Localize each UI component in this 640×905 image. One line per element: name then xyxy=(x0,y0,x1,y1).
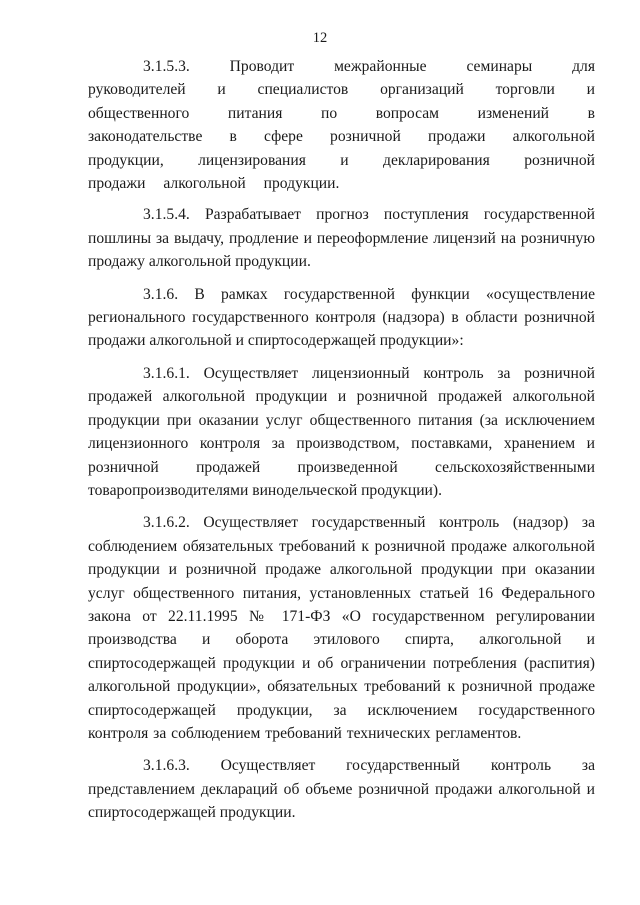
paragraph-3-1-6: 3.1.6. В рамках государственной функции «осуществление регионального государственного контроля (надзора) в области розничной продажи алкогольной и спиртосодержащей продукции»: xyxy=(88,285,595,350)
paragraph-3-1-6-1: 3.1.6.1. Осуществляет лицензионный контроль за розничной продажей алкогольной продукции и розничной продажей алкогольной продукции при оказании услуг общественного питания (за исключением лицензионного контроля за производством, поставками, хранением и розничной продажей произведенной сельскохозяйственными товаропроизводителями винодельческой продукции). xyxy=(88,364,595,499)
paragraph-3-1-6-3: 3.1.6.3. Осуществляет государственный контроль за представлением деклараций об объеме розничной продажи алкогольной и спиртосодержащей продукции. xyxy=(88,757,595,822)
paragraph-3-1-6-2: 3.1.6.2. Осуществляет государственный контроль (надзор) за соблюдением обязательных требований к розничной продаже алкогольной продукции и розничной продаже алкогольной продукции при оказании услуг общественного питания, установленных статьей 16 Федерального закона от 22.11.1995 № 171-ФЗ «О государственном регулировании производства и оборота этилового спирта, алкогольной и спиртосодержащей продукции и об ограничении потребления (распития) алкогольной продукции», обязательных требований к розничной продаже спиртосодержащей продукции, за исключением государственного контроля за соблюдением требований технических регламентов. xyxy=(88,514,595,742)
document-body xyxy=(88,55,595,825)
paragraph-3-1-5-4: 3.1.5.4. Разрабатывает прогноз поступления государственной пошлины за выдачу, продление и переоформление лицензий на розничную продажу алкогольной продукции. xyxy=(88,206,595,271)
page-number: 12 xyxy=(312,30,328,46)
paragraph-3-1-5-3: 3.1.5.3. Проводит межрайонные семинары для руководителей и специалистов организаций торговли и общественного питания по вопросам изменений в законодательстве в сфере розничной продажи алкогольной продукции, лицензирования и декларирования розничной продажи алкогольной продукции. xyxy=(88,58,595,193)
